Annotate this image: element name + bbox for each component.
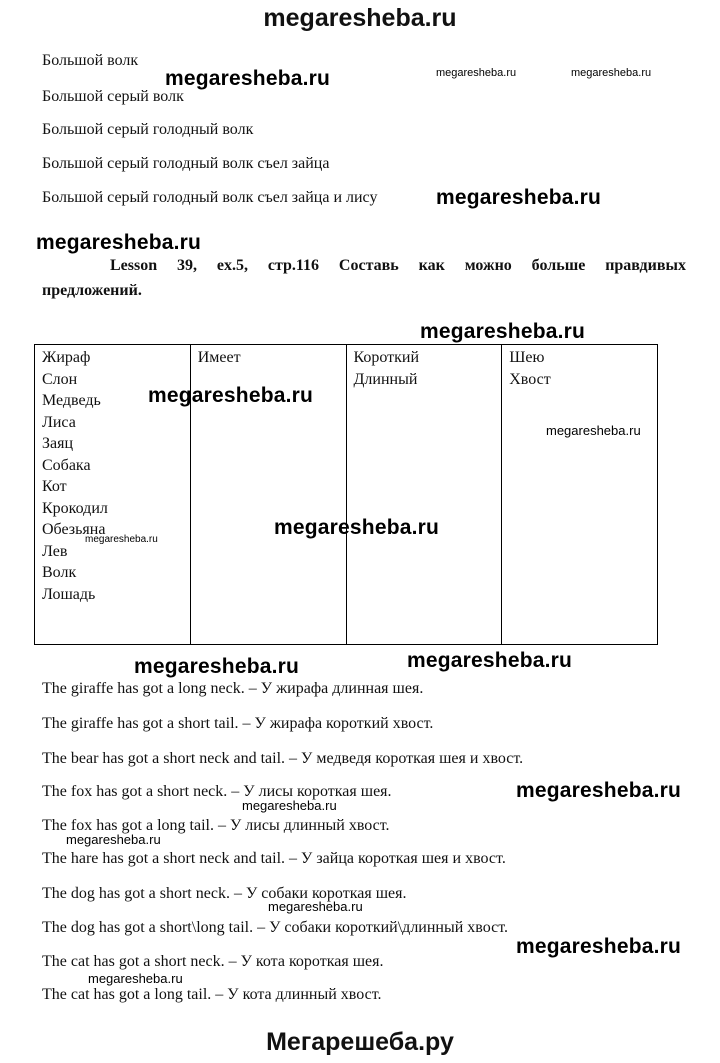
table-cell: Хвост bbox=[509, 370, 551, 388]
watermark: megaresheba.ru bbox=[165, 67, 331, 90]
watermark: megaresheba.ru bbox=[516, 779, 682, 802]
watermark: megaresheba.ru bbox=[420, 320, 586, 343]
table-cell: Лиса bbox=[42, 413, 76, 431]
table-cell: Обезьяна bbox=[42, 521, 106, 538]
wolf-line: Большой серый голодный волк съел зайца и лису bbox=[42, 189, 378, 206]
table-cell: Шею bbox=[509, 349, 545, 366]
sentence-line: The cat has got a long tail. – У кота длинный хвост. bbox=[42, 986, 382, 1003]
wolf-line: Большой серый голодный волк bbox=[42, 121, 254, 138]
watermark-small: megaresheba.ru bbox=[66, 832, 161, 847]
table-cell: Слон bbox=[42, 370, 78, 388]
watermark: megaresheba.ru bbox=[148, 384, 314, 407]
table-cell: Заяц bbox=[42, 435, 74, 452]
table-cell: Кот bbox=[42, 478, 67, 495]
sentence-line: The giraffe has got a short tail. – У жирафа короткий хвост. bbox=[42, 715, 434, 732]
watermark-small: megaresheba.ru bbox=[268, 899, 363, 914]
sentence-line: The giraffe has got a long neck. – У жирафа длинная шея. bbox=[42, 680, 424, 697]
table-column-nouns bbox=[502, 345, 658, 645]
table-cell: Лев bbox=[42, 542, 68, 560]
wolf-line: Большой волк bbox=[42, 52, 139, 69]
wolf-line: Большой серый волк bbox=[42, 88, 184, 105]
table-cell: Крокодил bbox=[42, 499, 108, 517]
footer-title: Мегарешеба.ру bbox=[266, 1028, 454, 1056]
table-cell: Собака bbox=[42, 456, 91, 474]
watermark: megaresheba.ru bbox=[274, 516, 440, 539]
watermark-small: megaresheba.ru bbox=[88, 971, 183, 986]
sentence-line: The bear has got a short neck and tail. – У медведя короткая шея и хвост. bbox=[42, 750, 524, 767]
word-table bbox=[34, 344, 658, 645]
sentence-line: The hare has got a short neck and tail. – У зайца короткая шея и хвост. bbox=[42, 850, 506, 867]
table-cell: Лошадь bbox=[42, 585, 96, 603]
watermark-small: megaresheba.ru bbox=[571, 67, 652, 79]
task-heading-line1: Lesson 39, ex.5, стр.116 Составь как можно больше правдивых bbox=[110, 257, 686, 274]
watermark-small: megaresheba.ru bbox=[242, 798, 337, 813]
watermark-small: megaresheba.ru bbox=[85, 534, 158, 545]
sentence-line: The dog has got a short neck. – У собаки короткая шея. bbox=[42, 885, 407, 902]
table-cell: Имеет bbox=[197, 349, 241, 366]
table-column-adjectives bbox=[346, 345, 502, 645]
watermark: megaresheba.ru bbox=[436, 186, 602, 209]
watermark-small: megaresheba.ru bbox=[436, 67, 517, 79]
watermark: megaresheba.ru bbox=[36, 231, 202, 254]
table-cell: Волк bbox=[42, 564, 77, 581]
sentence-line: The fox has got a short neck. – У лисы короткая шея. bbox=[42, 783, 392, 800]
site-title: megaresheba.ru bbox=[263, 4, 457, 32]
watermark: megaresheba.ru bbox=[516, 935, 682, 958]
table-cell: Жираф bbox=[42, 349, 91, 366]
watermark-small: megaresheba.ru bbox=[546, 423, 641, 438]
sentence-line: The dog has got a short\long tail. – У собаки короткий\длинный хвост. bbox=[42, 919, 509, 936]
table-cell: Медведь bbox=[42, 392, 101, 409]
table-cell: Длинный bbox=[353, 370, 418, 388]
watermark: megaresheba.ru bbox=[134, 655, 300, 678]
watermark: megaresheba.ru bbox=[407, 649, 573, 672]
sentence-line: The cat has got a short neck. – У кота короткая шея. bbox=[42, 953, 384, 970]
table-cell: Короткий bbox=[353, 349, 420, 366]
wolf-line: Большой серый голодный волк съел зайца bbox=[42, 155, 330, 172]
task-heading-line2: предложений. bbox=[42, 282, 142, 299]
sentence-line: The fox has got a long tail. – У лисы длинный хвост. bbox=[42, 817, 390, 834]
